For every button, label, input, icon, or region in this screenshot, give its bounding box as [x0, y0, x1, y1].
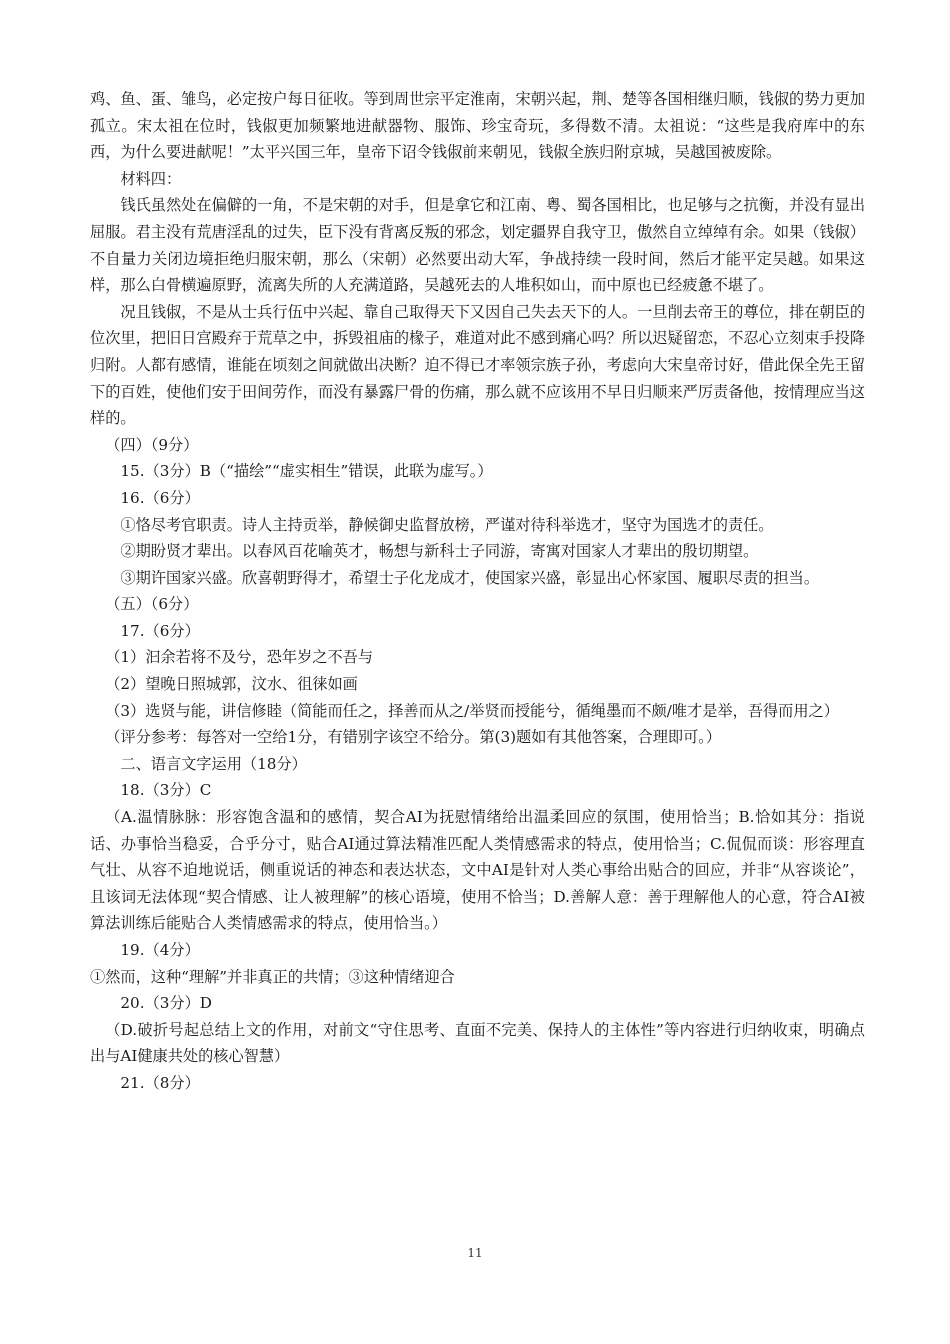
paragraph-material-four-2: 况且钱俶，不是从士兵行伍中兴起、靠自己取得天下又因自己失去天下的人。一旦削去帝王的尊位，排在朝臣的位次里，把旧日宫殿弃于荒草之中，拆毁祖庙的椽子，难道对此不感到痛心吗？所以迟疑留恋，不忍心立刻束手投降归附。人都有感情，谁能在顷刻之间就做出决断？迫不得已才率领宗族子孙，考虑向大宋皇帝讨好，借此保全先王留下的百姓，使他们安于田间劳作，而没有暴露尸骨的伤痛，那么就不应该用不早日归顺来严厉责备他，按情理应当这样的。	[90, 302, 865, 428]
paragraph-translation-end: 鸡、鱼、蛋、雏鸟，必定按户每日征收。等到周世宗平定淮南，宋朝兴起，荆、楚等各国相继归顺，钱俶的势力更加孤立。宋太祖在位时，钱俶更加频繁地进献器物、服饰、珍宝奇玩，多得数不清。太祖说：“这些是我府库中的东西，为什么要进献呢！”太平兴国三年，皇帝下诏令钱俶前来朝见，钱俶全族归附京城，吴越国被废除。	[90, 90, 865, 162]
answer-18-heading: 18.（3分）C	[120, 781, 212, 800]
answer-16-point-2: ②期盼贤才辈出。以春风百花喻英才，畅想与新科士子同游，寄寓对国家人才辈出的殷切期望。	[120, 542, 759, 561]
paragraph-material-four-1: 钱氏虽然处在偏僻的一角，不是宋朝的对手，但是拿它和江南、粤、蜀各国相比，也足够与之抗衡，并没有显出屈服。君主没有荒唐淫乱的过失，臣下没有背离反叛的邪念，划定疆界自我守卫，傲然自立绰绰有余。如果（钱俶）不自量力关闭边境拒绝归服宋朝，那么（宋朝）必然要出动大军，争战持续一段时间，然后才能平定吴越。如果这样，那么白骨横遍原野，流离失所的人充满道路，吴越死去的人堆积如山，而中原也已经疲惫不堪了。	[90, 196, 865, 295]
part-two-heading: 二、语言文字运用（18分）	[120, 754, 307, 773]
answer-16-point-1: ①恪尽考官职责。诗人主持贡举，静候御史监督放榜，严谨对待科举选才，坚守为国选才的责任。	[120, 515, 774, 534]
answer-19-content: ①然而，这种“理解”并非真正的共情；③这种情绪迎合	[90, 967, 455, 986]
answer-16-heading: 16.（6分）	[120, 488, 200, 507]
answer-20-heading: 20.（3分）D	[120, 994, 212, 1013]
page-body	[90, 86, 865, 1097]
answer-17-item-3: （3）选贤与能，讲信修睦（简能而任之，择善而从之/举贤而授能兮，循绳墨而不颇/唯才是举，吾得而用之）	[105, 701, 839, 720]
answer-20-explanation: （D.破折号起总结上文的作用，对前文“守住思考、直面不完美、保持人的主体性”等内容进行归纳收束，明确点出与AI健康共处的核心智慧）	[90, 1020, 865, 1066]
section-five-heading: （五）（6分）	[105, 595, 199, 614]
heading-material-four: 材料四：	[120, 169, 182, 188]
answer-15: 15.（3分）B（“描绘”“虚实相生”错误，此联为虚写。）	[120, 462, 493, 481]
section-four-heading: （四）（9分）	[105, 435, 199, 454]
answer-17-item-1: （1）汩余若将不及兮，恐年岁之不吾与	[105, 648, 374, 667]
answer-19-heading: 19.（4分）	[120, 941, 200, 959]
answer-17-item-2: （2）望晚日照城郭，汶水、徂徕如画	[105, 675, 358, 694]
answer-18-explanation: （A.温情脉脉：形容饱含温和的感情，契合AI为抚慰情绪给出温柔回应的氛围，使用恰当；B.恰如其分：指说话、办事恰当稳妥，合乎分寸，贴合AI通过算法精准匹配人类情感需求的特点，使用恰当；C.侃侃而谈：形容理直气壮、从容不迫地说话，侧重说话的神态和表达状态，文中AI是针对人类心事给出贴合的回应，并非“从容谈论”，且该词无法体现“契合情感、让人被理解”的核心语境，使用不恰当；D.善解人意：善于理解他人的心意，符合AI被算法训练后能贴合人类情感需求的特点，使用恰当。）	[90, 808, 865, 933]
answer-17-heading: 17.（6分）	[120, 621, 200, 640]
answer-17-scoring-note: （评分参考：每答对一空给1分，有错别字该空不给分。第(3)题如有其他答案，合理即可。）	[105, 728, 722, 747]
answer-16-point-3: ③期许国家兴盛。欣喜朝野得才，希望士子化龙成才，使国家兴盛，彰显出心怀家国、履职尽责的担当。	[120, 568, 820, 587]
answer-21-heading: 21.（8分）	[120, 1073, 200, 1092]
page-number: 11	[467, 1246, 483, 1260]
